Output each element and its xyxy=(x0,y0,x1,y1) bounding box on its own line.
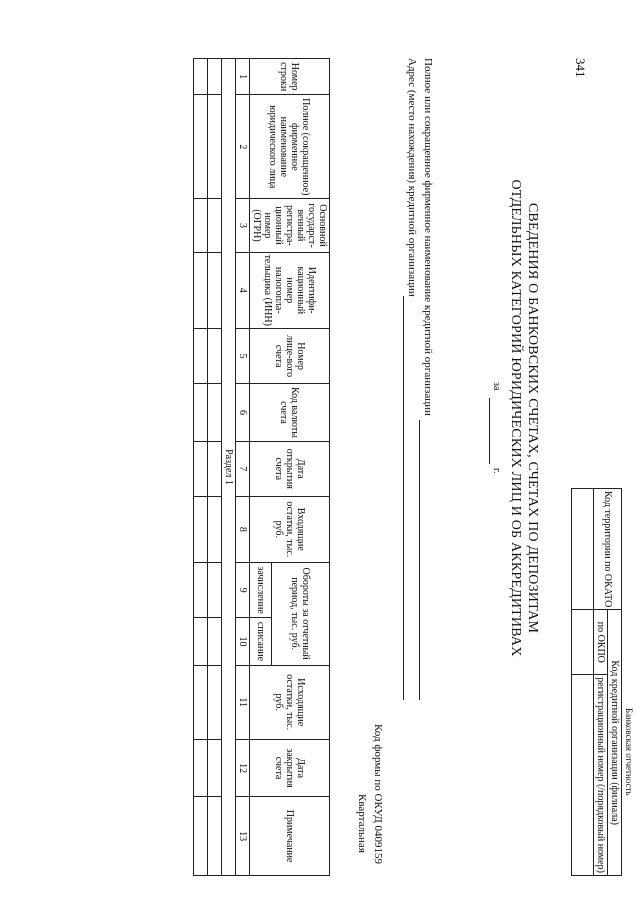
okpo-label: по ОКПО xyxy=(594,610,608,675)
col-header-note: Примечание xyxy=(250,797,330,876)
credit-org-code-label: Код кредитной организации (филиала) xyxy=(608,610,622,876)
org-address-label: Адрес (место нахождения) кредитной организации xyxy=(406,58,418,297)
periodicity: Квартальная xyxy=(356,794,368,853)
col-header-inn: Идентифи-кационный номер налогопла-тельщика (ИНН) xyxy=(250,252,330,329)
col-num-6: 6 xyxy=(236,384,250,441)
col-header-closing-balance: Исходящие остатки, тыс. руб. xyxy=(250,665,330,739)
reg-number-label: регистрационный номер (/порядковый номер) xyxy=(594,675,608,876)
report-type: Банковская отчетность xyxy=(624,708,634,796)
col-num-3: 3 xyxy=(236,199,250,252)
col-num-4: 4 xyxy=(236,252,250,329)
col-num-5: 5 xyxy=(236,329,250,384)
col-header-turnover: Обороты за отчетный период, тыс. руб. xyxy=(272,562,330,665)
col-header-ogrn: Основной государст-венный регистра-ционный номер (ОГРН) xyxy=(250,199,330,252)
col-header-row-number: Номер строки xyxy=(250,59,330,95)
col-header-currency: Код валюты счета xyxy=(250,384,330,441)
col-num-10: 10 xyxy=(236,618,250,665)
territory-code-label: Код территории по ОКАТО xyxy=(594,489,622,610)
col-header-debit: списание xyxy=(250,618,272,665)
col-header-close-date: Дата закрытия счета xyxy=(250,739,330,796)
col-header-credit: зачисление xyxy=(250,562,272,618)
accounts-table xyxy=(193,58,330,876)
table-row xyxy=(194,59,208,876)
title-line-1: СВЕДЕНИЯ О БАНКОВСКИХ СЧЕТАХ, СЧЕТАХ ПО ДЕПОЗИТАМ xyxy=(525,202,540,634)
col-header-name: Полное (сокращенное) фирменное наименование юридического лица xyxy=(250,95,330,199)
col-num-9: 9 xyxy=(236,562,250,618)
section-1-label: Раздел 1 xyxy=(222,59,236,876)
org-name-label: Полное или сокращенное фирменное наименование кредитной организации xyxy=(422,58,434,416)
territory-code-value xyxy=(572,489,594,610)
period-line xyxy=(489,398,490,464)
okud-code: Код формы по ОКУД 0409159 xyxy=(372,724,384,865)
org-address-line xyxy=(403,296,404,700)
reg-number-value xyxy=(572,675,594,876)
col-num-11: 11 xyxy=(236,665,250,739)
okpo-value xyxy=(572,610,594,675)
col-num-1: 1 xyxy=(236,59,250,95)
org-name-line xyxy=(419,420,420,700)
col-header-open-date: Дата открытия счета xyxy=(250,441,330,496)
period-suffix: г. xyxy=(491,468,502,474)
table-row xyxy=(208,59,222,876)
header-code-table xyxy=(571,488,622,876)
col-header-opening-balance: Входящие остатки, тыс. руб. xyxy=(250,496,330,562)
col-header-account: Номер лице-вого счета xyxy=(250,329,330,384)
col-num-13: 13 xyxy=(236,797,250,876)
title-line-2: ОТДЕЛЬНЫХ КАТЕГОРИЙ ЮРИДИЧЕСКИХ ЛИЦ И ОБ АККРЕДИТИВАХ xyxy=(508,179,523,657)
form-sheet xyxy=(120,18,640,878)
col-num-7: 7 xyxy=(236,441,250,496)
col-num-2: 2 xyxy=(236,95,250,199)
col-num-12: 12 xyxy=(236,739,250,796)
period-prefix: за xyxy=(491,382,502,391)
col-num-8: 8 xyxy=(236,496,250,562)
page-number: 341 xyxy=(573,58,588,78)
